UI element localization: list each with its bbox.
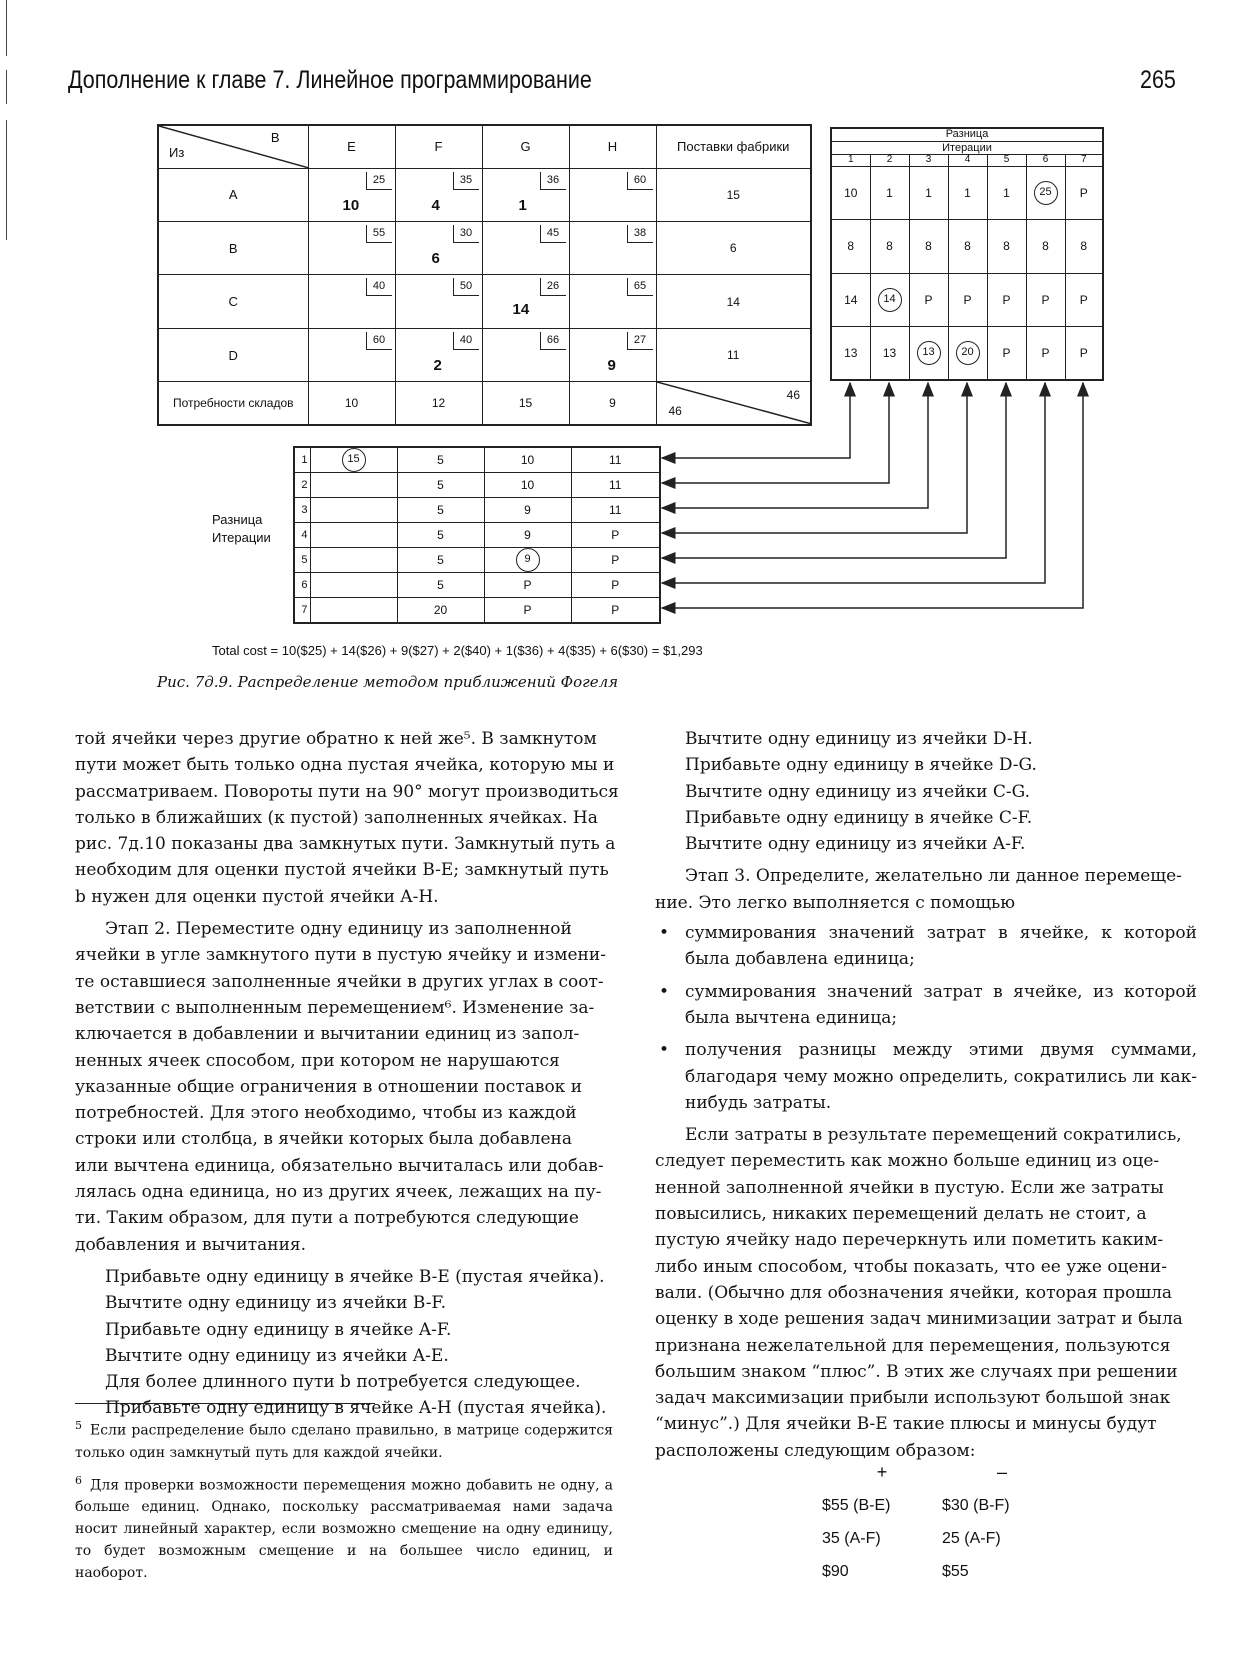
total-cell xyxy=(656,382,811,425)
penalty-value: 11 xyxy=(571,498,660,523)
iteration-number: 2 xyxy=(294,473,310,498)
column-header: H xyxy=(569,125,656,168)
penalty-value-selected xyxy=(948,326,987,380)
text-line: Этап 3. Определите, желательно ли данное перемеще- xyxy=(685,866,1182,887)
supply-value: 15 xyxy=(656,168,811,221)
column-header: E xyxy=(308,125,395,168)
row-penalty-table xyxy=(830,127,1104,381)
iteration-number: 6 xyxy=(1026,155,1065,166)
text-line: вали. (Обычно для обозначения ячейки, которая прошла xyxy=(655,1282,1173,1303)
cost-box: 26 xyxy=(540,278,566,296)
penalty-value: 20 xyxy=(397,598,484,623)
scan-edge-line xyxy=(6,120,7,240)
iteration-number: 5 xyxy=(987,155,1026,166)
supply-value: 14 xyxy=(656,275,811,328)
penalty-value: 11 xyxy=(571,447,660,473)
corner-from-label: Из xyxy=(169,144,185,160)
cost-box: 27 xyxy=(627,332,653,350)
iteration-number: 4 xyxy=(294,523,310,548)
penalty-title: Разница xyxy=(831,128,1103,141)
text-line: признана нежелательной для перемещения, пользуются xyxy=(655,1335,1171,1356)
penalty-value: P xyxy=(1065,326,1103,380)
text-line: той ячейки через другие обратно к ней же⁵. В замкнутом xyxy=(75,729,597,749)
penalty-value: 9 xyxy=(484,498,571,523)
supply-header: Поставки фабрики xyxy=(656,125,811,168)
arrow-left xyxy=(662,410,1006,558)
plus-value: $55 (B-E) xyxy=(822,1496,891,1514)
cost-box: 40 xyxy=(366,278,392,296)
total-demand: 46 xyxy=(668,404,682,418)
penalty-value: 5 xyxy=(397,447,484,473)
penalty-value: 1 xyxy=(948,166,987,219)
penalty-value: 1 xyxy=(870,166,909,219)
step-line: Вычтите одну единицу из ячейки B-F. xyxy=(105,1293,446,1314)
text-line: те оставшиеся заполненные ячейки в других углах в соот- xyxy=(75,971,604,992)
penalty-value: 5 xyxy=(397,573,484,598)
text-line: лялась одна единица, но из других ячеек, лежащих на пу- xyxy=(75,1182,602,1203)
cost-box: 40 xyxy=(453,332,479,350)
column-header: G xyxy=(482,125,569,168)
table-cell xyxy=(395,168,482,221)
running-header-title: Дополнение к главе 7. Линейное программирование xyxy=(68,66,592,94)
step-line: Для более длинного пути b потребуется следующее. xyxy=(105,1372,581,1393)
text-line: ветствии с выполненным перемещением⁶. Изменение за- xyxy=(75,997,595,1018)
bullet-item: • получения разницы между этими двумя суммами, благодаря чему можно определить, сократились ли как-нибудь затраты. xyxy=(655,1037,1197,1116)
text-line: необходим для оценки пустой ячейки B-E; замкнутый путь xyxy=(75,860,609,881)
demand-value: 12 xyxy=(395,382,482,425)
text-line: Если затраты в результате перемещений сократились, xyxy=(685,1125,1182,1146)
step-line: Вычтите одну единицу из ячейки D-H. xyxy=(685,729,1033,749)
demand-value: 9 xyxy=(569,382,656,425)
arrow-left xyxy=(662,410,967,533)
left-text-column xyxy=(75,726,619,1422)
penalty-value: 5 xyxy=(397,473,484,498)
penalty-value: 8 xyxy=(1065,220,1103,273)
iteration-number: 7 xyxy=(1065,155,1103,166)
cost-box: 60 xyxy=(366,332,392,350)
penalty-value: 5 xyxy=(397,523,484,548)
supply-value: 11 xyxy=(656,328,811,381)
text-line: оценку в ходе решения задач минимизации затрат и была xyxy=(655,1309,1183,1330)
cost-box: 36 xyxy=(540,172,566,190)
demand-value: 15 xyxy=(482,382,569,425)
penalty-value: 1 xyxy=(987,166,1026,219)
supply-value: 6 xyxy=(656,222,811,275)
penalty-subtitle: Итерации xyxy=(831,141,1103,154)
row-label: A xyxy=(158,168,308,221)
row-label: C xyxy=(158,275,308,328)
step-line: Прибавьте одну единицу в ячейке A-H (пустая ячейка). xyxy=(105,1398,607,1419)
iteration-number: 1 xyxy=(294,447,310,473)
footnote-mark: 5 xyxy=(75,1419,82,1432)
iteration-number: 6 xyxy=(294,573,310,598)
row-label: D xyxy=(158,328,308,381)
minus-sum: $55 xyxy=(942,1562,969,1580)
text-line: добавления и вычитания. xyxy=(75,1234,307,1255)
table-cell xyxy=(308,328,395,381)
step-line: Вычтите одну единицу из ячейки A-F. xyxy=(685,834,1026,855)
text-line: строки или столбца, в ячейки которых была добавлена xyxy=(75,1129,573,1150)
transportation-table xyxy=(157,124,812,426)
circled-penalty: 20 xyxy=(956,341,980,365)
text-line: пустую ячейку надо перечеркнуть или пометить каким- xyxy=(655,1230,1164,1251)
footnote xyxy=(75,1415,613,1464)
table-cell xyxy=(395,275,482,328)
table-cell xyxy=(308,168,395,221)
circled-penalty: 14 xyxy=(878,288,902,312)
allocation-value: 14 xyxy=(512,301,530,319)
penalty-value xyxy=(310,548,397,573)
cost-box: 66 xyxy=(540,332,566,350)
text-line: рассматриваем. Повороты пути на 90° могут производиться xyxy=(75,781,619,802)
penalty-value: P xyxy=(484,573,571,598)
column-penalty-title: Разница xyxy=(212,512,263,527)
footnote-text: Для проверки возможности перемещения можно добавить не одну, а больше единиц. Однако, поскольку рассматриваемая нами задача носит линейный характер, если возможно смещение на одну единицу, то будет возможным смещение и на большее число единиц, и наоборот. xyxy=(75,1477,613,1582)
text-line: Этап 2. Переместите одну единицу из заполненной xyxy=(105,919,572,940)
allocation-value: 10 xyxy=(342,196,360,214)
bullet-item: • суммирования значений затрат в ячейке, к которой была добавлена единица; xyxy=(655,920,1197,973)
circled-penalty: 9 xyxy=(516,548,540,572)
table-cell xyxy=(308,275,395,328)
text-line: ключается в добавлении и вычитании единиц из запол- xyxy=(75,1024,580,1045)
cost-box: 30 xyxy=(453,225,479,243)
cost-box: 65 xyxy=(627,278,653,296)
footnote xyxy=(75,1470,613,1585)
table-cell xyxy=(308,222,395,275)
minus-header: – xyxy=(996,1462,1007,1482)
text-line: ненной заполненной ячейки в пустую. Если же затраты xyxy=(655,1177,1164,1198)
text-line: пути может быть только одна пустая ячейка, которую мы и xyxy=(75,755,615,776)
text-line: ти. Таким образом, для пути a потребуются следующие xyxy=(75,1208,579,1229)
penalty-value: 13 xyxy=(870,326,909,380)
allocation-value: 1 xyxy=(518,196,527,214)
steps-list-path-b xyxy=(655,726,1197,857)
text-line: “минус”.) Для ячейки B-E такие плюсы и минусы будут xyxy=(655,1414,1157,1435)
total-supply: 46 xyxy=(786,388,800,403)
penalty-value xyxy=(310,498,397,523)
penalty-value: P xyxy=(1065,166,1103,219)
penalty-value: P xyxy=(987,326,1026,380)
penalty-value: 10 xyxy=(484,447,571,473)
text-line: повысились, никаких перемещений делать не стоит, а xyxy=(655,1204,1147,1225)
minus-value: 25 (A-F) xyxy=(942,1529,1001,1547)
penalty-value: 5 xyxy=(397,498,484,523)
text-line: ненных ячеек способом, при котором не нарушаются xyxy=(75,1050,560,1071)
penalty-value: P xyxy=(987,273,1026,326)
penalty-value: 14 xyxy=(831,273,870,326)
text-line: ячейки в угле замкнутого пути в пустую ячейку и измени- xyxy=(75,945,606,966)
table-cell xyxy=(395,328,482,381)
penalty-value: P xyxy=(484,598,571,623)
demand-label: Потребности складов xyxy=(158,382,308,425)
right-text-column xyxy=(655,726,1197,1464)
circled-penalty: 15 xyxy=(342,448,366,472)
penalty-value-selected xyxy=(310,447,397,473)
penalty-value: P xyxy=(571,548,660,573)
iteration-number: 7 xyxy=(294,598,310,623)
row-label: B xyxy=(158,222,308,275)
step-line: Прибавьте одну единицу в ячейке A-F. xyxy=(105,1319,452,1340)
cost-box: 35 xyxy=(453,172,479,190)
table-cell xyxy=(569,168,656,221)
paragraph-stage-3 xyxy=(655,863,1197,916)
table-cell xyxy=(569,328,656,381)
cost-box: 55 xyxy=(366,225,392,243)
plus-value: 35 (A-F) xyxy=(822,1529,881,1547)
penalty-value: 1 xyxy=(909,166,948,219)
steps-list-path-a xyxy=(75,1264,613,1422)
text-line: указанные общие ограничения в отношении поставок и xyxy=(75,1076,583,1097)
penalty-value: 8 xyxy=(948,220,987,273)
table-cell xyxy=(395,222,482,275)
penalty-value: P xyxy=(948,273,987,326)
step-line: Вычтите одну единицу из ячейки A-E. xyxy=(105,1345,449,1366)
penalty-value: 10 xyxy=(484,473,571,498)
table-cell xyxy=(569,275,656,328)
table-cell xyxy=(569,222,656,275)
arrow-left xyxy=(662,410,1045,583)
penalty-value: 10 xyxy=(831,166,870,219)
demand-value: 10 xyxy=(308,382,395,425)
figure-caption: Рис. 7д.9. Распределение методом приближений Фогеля xyxy=(157,673,619,691)
step-line: Прибавьте одну единицу в ячейке B-E (пустая ячейка). xyxy=(105,1266,605,1287)
step-line: Вычтите одну единицу из ячейки C-G. xyxy=(685,781,1031,802)
bullet-list xyxy=(655,920,1197,1116)
plus-header: + xyxy=(876,1462,888,1482)
allocation-value: 4 xyxy=(431,196,440,214)
penalty-value xyxy=(310,523,397,548)
penalty-value-selected xyxy=(870,273,909,326)
footnote-mark: 6 xyxy=(75,1473,82,1487)
circled-penalty: 25 xyxy=(1034,181,1058,205)
penalty-value: 8 xyxy=(870,220,909,273)
column-penalty-subtitle: Итерации xyxy=(212,530,271,545)
penalty-value-selected xyxy=(484,548,571,573)
paragraph-closed-path xyxy=(75,726,619,910)
allocation-value: 9 xyxy=(607,356,616,374)
iteration-number: 4 xyxy=(948,155,987,166)
text-line: b нужен для оценки пустой ячейки A-H. xyxy=(75,886,439,907)
column-penalty-table xyxy=(293,446,661,624)
scan-edge-line xyxy=(6,0,7,56)
penalty-value: P xyxy=(571,573,660,598)
allocation-value: 2 xyxy=(433,356,442,374)
text-line: большим знаком “плюс”. В этих же случаях при решении xyxy=(655,1361,1178,1382)
table-cell xyxy=(482,328,569,381)
penalty-value: P xyxy=(571,598,660,623)
penalty-value xyxy=(310,573,397,598)
text-line: задач максимизации прибыли используют большой знак xyxy=(655,1388,1171,1409)
penalty-value xyxy=(310,598,397,623)
iteration-number: 2 xyxy=(870,155,909,166)
plus-minus-table xyxy=(822,1456,1062,1588)
cost-box: 60 xyxy=(627,172,653,190)
column-header: F xyxy=(395,125,482,168)
paragraph-stage-2 xyxy=(75,916,613,1258)
corner-to-label: B xyxy=(270,130,280,145)
step-line: Прибавьте одну единицу в ячейке D-G. xyxy=(685,755,1037,776)
text-line: только в ближайших (к пустой) заполненных ячейках. На xyxy=(75,807,598,828)
text-line: рис. 7д.10 показаны два замкнутых пути. Замкнутый путь a xyxy=(75,834,616,855)
iteration-number: 3 xyxy=(294,498,310,523)
page-number: 265 xyxy=(1140,66,1176,94)
penalty-value: P xyxy=(1026,326,1065,380)
cost-box: 45 xyxy=(540,225,566,243)
iteration-number: 1 xyxy=(831,155,870,166)
penalty-value: P xyxy=(1065,273,1103,326)
arrow-left xyxy=(662,410,1083,608)
circled-penalty: 13 xyxy=(917,341,941,365)
minus-value: $30 (B-F) xyxy=(942,1496,1010,1514)
penalty-value: 11 xyxy=(571,473,660,498)
step-line: Прибавьте одну единицу в ячейке C-F. xyxy=(685,807,1033,828)
penalty-value-selected xyxy=(1026,166,1065,219)
table-cell xyxy=(482,275,569,328)
scan-edge-line xyxy=(6,70,7,104)
penalty-value: 8 xyxy=(987,220,1026,273)
cost-box: 38 xyxy=(627,225,653,243)
column-penalty-label xyxy=(212,511,271,547)
text-line: следует переместить как можно больше единиц из оце- xyxy=(655,1151,1160,1172)
footnote-text: Если распределение было сделано правильно, в матрице содержится только один замкнутый путь для каждой ячейки. xyxy=(75,1422,613,1461)
plus-sum: $90 xyxy=(822,1562,849,1580)
penalty-value xyxy=(310,473,397,498)
bullet-item: • суммирования значений затрат в ячейке, из которой была вычтена единица; xyxy=(655,979,1197,1032)
table-cell xyxy=(482,222,569,275)
penalty-value: 5 xyxy=(397,548,484,573)
penalty-value: 8 xyxy=(831,220,870,273)
footnote-divider xyxy=(75,1403,375,1404)
text-line: либо иным способом, чтобы показать, что ее уже оцени- xyxy=(655,1256,1167,1277)
paragraph-cost-change xyxy=(655,1122,1197,1464)
penalty-value: 8 xyxy=(1026,220,1065,273)
penalty-value: P xyxy=(1026,273,1065,326)
corner-cell xyxy=(158,125,308,168)
iteration-number: 5 xyxy=(294,548,310,573)
text-line: расположены следующим образом: xyxy=(655,1440,976,1461)
penalty-value: 9 xyxy=(484,523,571,548)
text-line: потребностей. Для этого необходимо, чтобы из каждой xyxy=(75,1103,577,1124)
penalty-value: P xyxy=(909,273,948,326)
cost-box: 25 xyxy=(366,172,392,190)
footnotes xyxy=(75,1415,613,1590)
text-line: ние. Это легко выполняется с помощью xyxy=(655,892,1016,913)
total-cost-formula: Total cost = 10($25) + 14($26) + 9($27) + 2($40) + 1($36) + 4($35) + 6($30) = $1,293 xyxy=(212,643,703,658)
iteration-number: 3 xyxy=(909,155,948,166)
penalty-value-selected xyxy=(909,326,948,380)
table-cell xyxy=(482,168,569,221)
penalty-value: 13 xyxy=(831,326,870,380)
text-line: или вычтена единица, обязательно вычиталась или добав- xyxy=(75,1155,604,1176)
cost-box: 50 xyxy=(453,278,479,296)
penalty-value: 8 xyxy=(909,220,948,273)
penalty-value: P xyxy=(571,523,660,548)
allocation-value: 6 xyxy=(431,250,440,268)
